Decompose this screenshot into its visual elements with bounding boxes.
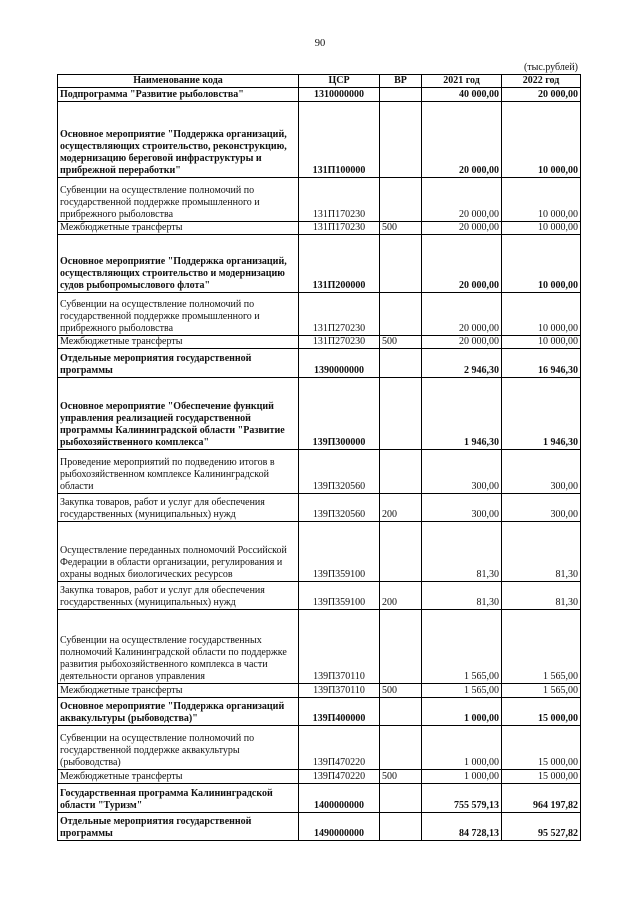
table-row: [58, 582, 581, 610]
row-vr-cell: 500: [380, 336, 422, 349]
row-csr-cell: 1490000000: [299, 813, 380, 841]
row-csr-cell: 139П400000: [299, 698, 380, 726]
row-csr-cell: 139П320560: [299, 494, 380, 522]
row-2021-cell: 40 000,00: [422, 88, 502, 102]
table-row: [58, 784, 581, 813]
row-2022-cell: 81,30: [502, 522, 581, 582]
row-2022-cell: 20 000,00: [502, 88, 581, 102]
row-csr-cell: 1310000000: [299, 88, 380, 102]
row-2021-cell: 20 000,00: [422, 178, 502, 222]
row-2022-cell: 15 000,00: [502, 770, 581, 784]
row-2022-cell: 1 565,00: [502, 610, 581, 684]
row-name-cell: Субвенции на осуществление полномочий по государственной поддержке промышленного и прибрежного рыболовства: [58, 178, 299, 222]
row-vr-cell: [380, 450, 422, 494]
row-csr-cell: 131П270230: [299, 293, 380, 336]
row-2022-cell: 95 527,82: [502, 813, 581, 841]
row-2021-cell: 2 946,30: [422, 349, 502, 378]
row-2021-cell: 20 000,00: [422, 235, 502, 293]
row-csr-cell: 131П200000: [299, 235, 380, 293]
table-body: [58, 88, 581, 841]
row-csr-cell: 139П370110: [299, 610, 380, 684]
row-2021-cell: 1 565,00: [422, 610, 502, 684]
row-vr-cell: [380, 698, 422, 726]
row-2022-cell: 10 000,00: [502, 102, 581, 178]
header-vr: ВР: [380, 75, 422, 88]
units-label: (тыс.рублей): [523, 62, 578, 73]
row-csr-cell: 131П170230: [299, 222, 380, 235]
row-2022-cell: 10 000,00: [502, 293, 581, 336]
row-name-cell: Осуществление переданных полномочий Российской Федерации в области организации, регулирования и охраны водных биологических ресурсов: [58, 522, 299, 582]
table-row: [58, 235, 581, 293]
row-vr-cell: [380, 88, 422, 102]
row-2022-cell: 964 197,82: [502, 784, 581, 813]
row-2022-cell: 300,00: [502, 450, 581, 494]
row-2022-cell: 15 000,00: [502, 726, 581, 770]
row-name-cell: Субвенции на осуществление государственных полномочий Калининградской области по поддержке развития рыбохозяйственного комплекса в части деятельности органов управления: [58, 610, 299, 684]
row-2022-cell: 300,00: [502, 494, 581, 522]
row-name-cell: Отдельные мероприятия государственной программы: [58, 813, 299, 841]
row-vr-cell: 500: [380, 684, 422, 698]
table-header-row: [58, 75, 581, 88]
row-vr-cell: [380, 784, 422, 813]
row-2021-cell: 1 000,00: [422, 726, 502, 770]
row-2022-cell: 15 000,00: [502, 698, 581, 726]
table-row: [58, 726, 581, 770]
row-name-cell: Закупка товаров, работ и услуг для обеспечения государственных (муниципальных) нужд: [58, 494, 299, 522]
row-vr-cell: [380, 378, 422, 450]
table-row: [58, 293, 581, 336]
row-name-cell: Государственная программа Калининградской области "Туризм": [58, 784, 299, 813]
row-vr-cell: [380, 522, 422, 582]
row-name-cell: Межбюджетные трансферты: [58, 684, 299, 698]
row-2021-cell: 20 000,00: [422, 102, 502, 178]
table-row: [58, 494, 581, 522]
row-csr-cell: 131П100000: [299, 102, 380, 178]
row-vr-cell: [380, 349, 422, 378]
row-name-cell: Межбюджетные трансферты: [58, 770, 299, 784]
row-2022-cell: 10 000,00: [502, 336, 581, 349]
row-2022-cell: 10 000,00: [502, 235, 581, 293]
row-csr-cell: 1400000000: [299, 784, 380, 813]
row-name-cell: Субвенции на осуществление полномочий по государственной поддержке аквакультуры (рыбоводства): [58, 726, 299, 770]
row-name-cell: Межбюджетные трансферты: [58, 222, 299, 235]
row-2022-cell: 81,30: [502, 582, 581, 610]
row-vr-cell: [380, 293, 422, 336]
table-row: [58, 698, 581, 726]
row-2021-cell: 20 000,00: [422, 336, 502, 349]
row-2022-cell: 10 000,00: [502, 222, 581, 235]
row-2021-cell: 300,00: [422, 450, 502, 494]
row-csr-cell: 139П359100: [299, 522, 380, 582]
table-row: [58, 610, 581, 684]
row-vr-cell: [380, 235, 422, 293]
budget-table: [57, 74, 581, 841]
row-name-cell: Подпрограмма "Развитие рыболовства": [58, 88, 299, 102]
row-csr-cell: 139П320560: [299, 450, 380, 494]
row-vr-cell: [380, 102, 422, 178]
row-name-cell: Закупка товаров, работ и услуг для обеспечения государственных (муниципальных) нужд: [58, 582, 299, 610]
row-vr-cell: 500: [380, 222, 422, 235]
row-2021-cell: 1 000,00: [422, 698, 502, 726]
table-row: [58, 349, 581, 378]
table-row: [58, 813, 581, 841]
row-name-cell: Основное мероприятие "Обеспечение функций управления реализацией государственной программы Калининградской области "Развитие рыбохозяйственного комплекса": [58, 378, 299, 450]
row-vr-cell: [380, 610, 422, 684]
table-row: [58, 770, 581, 784]
row-name-cell: Основное мероприятие "Поддержка организаций, осуществляющих строительство и модернизацию судов рыбопромыслового флота": [58, 235, 299, 293]
row-csr-cell: 139П359100: [299, 582, 380, 610]
header-csr: ЦСР: [299, 75, 380, 88]
row-2021-cell: 81,30: [422, 582, 502, 610]
row-vr-cell: 200: [380, 494, 422, 522]
table-row: [58, 450, 581, 494]
row-csr-cell: 131П170230: [299, 178, 380, 222]
row-2022-cell: 1 565,00: [502, 684, 581, 698]
row-2021-cell: 1 565,00: [422, 684, 502, 698]
header-2022: 2022 год: [502, 75, 581, 88]
row-2021-cell: 1 000,00: [422, 770, 502, 784]
row-vr-cell: [380, 813, 422, 841]
row-name-cell: Субвенции на осуществление полномочий по государственной поддержке промышленного и прибрежного рыболовства: [58, 293, 299, 336]
row-csr-cell: 139П470220: [299, 726, 380, 770]
page-number: 90: [314, 38, 326, 49]
row-csr-cell: 139П300000: [299, 378, 380, 450]
table-row: [58, 222, 581, 235]
table-row: [58, 88, 581, 102]
row-name-cell: Основное мероприятие "Поддержка организаций аквакультуры (рыбоводства)": [58, 698, 299, 726]
row-vr-cell: 200: [380, 582, 422, 610]
row-2021-cell: 20 000,00: [422, 293, 502, 336]
row-2022-cell: 1 946,30: [502, 378, 581, 450]
row-2021-cell: 1 946,30: [422, 378, 502, 450]
table-row: [58, 336, 581, 349]
row-vr-cell: [380, 726, 422, 770]
header-name: Наименование кода: [58, 75, 299, 88]
row-csr-cell: 139П370110: [299, 684, 380, 698]
row-csr-cell: 131П270230: [299, 336, 380, 349]
row-2022-cell: 16 946,30: [502, 349, 581, 378]
row-name-cell: Основное мероприятие "Поддержка организаций, осуществляющих строительство, реконструкцию, модернизацию береговой инфраструктуры и прибрежной переработки": [58, 102, 299, 178]
row-csr-cell: 1390000000: [299, 349, 380, 378]
row-name-cell: Проведение мероприятий по подведению итогов в рыбохозяйственном комплексе Калининградской области: [58, 450, 299, 494]
row-2021-cell: 81,30: [422, 522, 502, 582]
header-2021: 2021 год: [422, 75, 502, 88]
table-row: [58, 684, 581, 698]
row-name-cell: Межбюджетные трансферты: [58, 336, 299, 349]
row-2021-cell: 84 728,13: [422, 813, 502, 841]
table-row: [58, 522, 581, 582]
row-name-cell: Отдельные мероприятия государственной программы: [58, 349, 299, 378]
row-vr-cell: [380, 178, 422, 222]
row-2021-cell: 755 579,13: [422, 784, 502, 813]
row-2022-cell: 10 000,00: [502, 178, 581, 222]
table-row: [58, 178, 581, 222]
row-2021-cell: 300,00: [422, 494, 502, 522]
row-vr-cell: 500: [380, 770, 422, 784]
table-row: [58, 102, 581, 178]
row-2021-cell: 20 000,00: [422, 222, 502, 235]
row-csr-cell: 139П470220: [299, 770, 380, 784]
table-row: [58, 378, 581, 450]
